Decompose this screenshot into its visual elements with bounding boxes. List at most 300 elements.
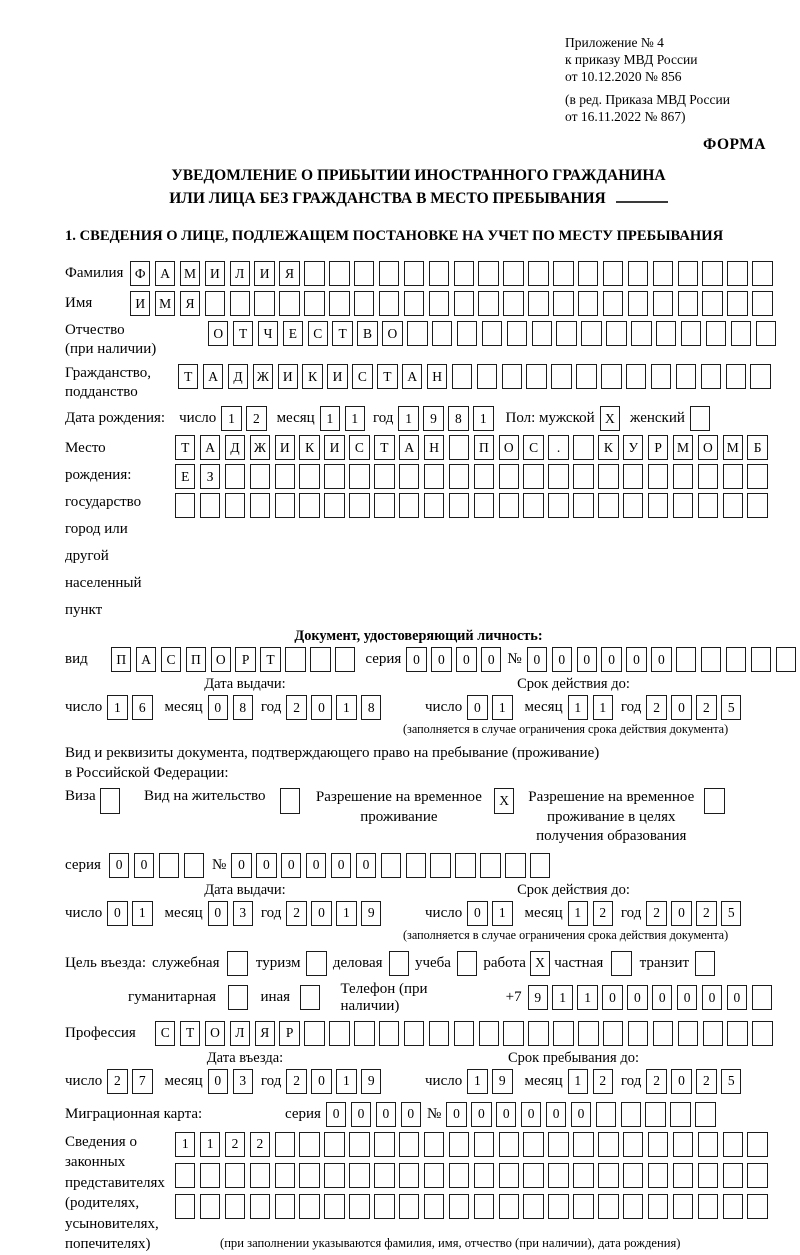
form-cell [631, 321, 651, 346]
stay-day-cells [467, 1069, 512, 1094]
form-cell [455, 853, 475, 878]
form-cell [598, 1194, 618, 1219]
form-cell [505, 853, 525, 878]
permit-valid-year-cells [646, 901, 741, 926]
form-cell [457, 951, 477, 976]
doc-dates-row [65, 695, 772, 720]
form-cell: 2 [225, 1132, 245, 1157]
form-cell: 0 [256, 853, 276, 878]
validity-note: (заполняется в случае ограничения срока действия документа) [403, 722, 729, 736]
form-cell: Л [230, 261, 250, 286]
form-cell [648, 493, 668, 518]
permit-valid-month-cells [568, 901, 613, 926]
form-cell [698, 1132, 718, 1157]
form-cell [349, 464, 369, 489]
form-cell: 1 [107, 695, 127, 720]
form-cell: С [161, 647, 181, 672]
doc-issue-date-label: Дата выдачи: [204, 676, 286, 692]
form-cell [424, 493, 444, 518]
year-label: год [620, 699, 642, 715]
form-cell [752, 291, 772, 316]
representatives-cells-row2 [175, 1163, 768, 1188]
form-cell: 0 [527, 647, 547, 672]
sex-female-checkbox [690, 406, 710, 431]
form-cell: 0 [208, 901, 228, 926]
form-cell [628, 261, 648, 286]
form-cell [454, 1021, 474, 1046]
form-cell [499, 1163, 519, 1188]
form-cell [200, 1163, 220, 1188]
form-cell [310, 647, 330, 672]
form-cell: В [357, 321, 377, 346]
form-cell [275, 493, 295, 518]
form-cell: О [205, 1021, 225, 1046]
doc-number-cells [527, 647, 796, 672]
migration-card-row [65, 1102, 772, 1127]
form-cell [477, 364, 497, 389]
form-cell: Т [180, 1021, 200, 1046]
form-cell: 0 [109, 853, 129, 878]
form-cell: 0 [601, 647, 621, 672]
form-cell [723, 464, 743, 489]
form-cell: 0 [571, 1102, 591, 1127]
year-label: год [260, 1072, 282, 1089]
form-cell [374, 1163, 394, 1188]
form-cell: М [723, 435, 743, 460]
form-cell [578, 291, 598, 316]
representatives-cells-row3 [175, 1194, 768, 1219]
form-cell: П [474, 435, 494, 460]
blank-underline [616, 188, 668, 203]
form-cell [581, 321, 601, 346]
form-cell: Т [233, 321, 253, 346]
form-cell [250, 1194, 270, 1219]
form-cell [329, 261, 349, 286]
form-cell [723, 493, 743, 518]
form-cell [653, 1021, 673, 1046]
purpose-business-label: деловая [332, 954, 383, 971]
form-cell [379, 291, 399, 316]
permit-series-row [65, 853, 772, 878]
form-cell [225, 464, 245, 489]
form-cell: Е [283, 321, 303, 346]
form-cell [285, 647, 305, 672]
form-cell: 0 [376, 1102, 396, 1127]
form-cell: 2 [696, 1069, 716, 1094]
purpose-tourism-label: туризм [255, 954, 301, 971]
day-label: число [65, 699, 103, 715]
form-cell [304, 1021, 324, 1046]
form-cell [676, 647, 696, 672]
form-cell: С [155, 1021, 175, 1046]
form-cell: 0 [406, 647, 426, 672]
form-cell [681, 321, 701, 346]
form-cell [299, 1194, 319, 1219]
form-cell [601, 364, 621, 389]
form-cell [726, 647, 746, 672]
form-cell: 2 [286, 901, 306, 926]
form-cell: С [352, 364, 372, 389]
name-cells [130, 291, 773, 316]
form-cell [324, 1163, 344, 1188]
form-cell [678, 1021, 698, 1046]
form-cell [756, 321, 776, 346]
form-cell [621, 1102, 641, 1127]
citizenship-cells [178, 364, 771, 389]
form-cell [690, 406, 710, 431]
form-cell: 0 [602, 985, 622, 1010]
profession-label: Профессия [65, 1024, 136, 1041]
form-cell: С [349, 435, 369, 460]
form-cell [227, 951, 247, 976]
residence-permit-checkbox [280, 788, 300, 814]
form-cell: 0 [552, 647, 572, 672]
form-cell [553, 261, 573, 286]
form-cell: 1 [492, 695, 512, 720]
form-cell: И [205, 261, 225, 286]
section1-heading: 1. СВЕДЕНИЯ О ЛИЦЕ, ПОДЛЕЖАЩЕМ ПОСТАНОВКЕ НА УЧЕТ ПО МЕСТУ ПРЕБЫВАНИЯ [65, 228, 724, 244]
form-cell: 1 [320, 406, 340, 431]
form-cell: Т [175, 435, 195, 460]
temp-residence-permit-label: Разрешение на временное проживание [315, 789, 482, 825]
form-cell: 9 [423, 406, 443, 431]
patronymic-cells [208, 321, 776, 346]
form-cell: . [548, 435, 568, 460]
form-title-line1: УВЕДОМЛЕНИЕ О ПРИБЫТИИ ИНОСТРАННОГО ГРАЖДАНИНА [171, 167, 666, 184]
doc-valid-month-cells [568, 695, 613, 720]
form-cell [673, 1163, 693, 1188]
form-cell [404, 261, 424, 286]
form-cell: 1 [473, 406, 493, 431]
form-cell [329, 291, 349, 316]
form-cell: А [200, 435, 220, 460]
form-cell [478, 261, 498, 286]
form-cell [673, 1194, 693, 1219]
form-cell [673, 1132, 693, 1157]
form-cell [653, 261, 673, 286]
form-cell: 1 [336, 695, 356, 720]
form-cell [645, 1102, 665, 1127]
form-cell [747, 1194, 767, 1219]
form-cell: 0 [311, 695, 331, 720]
form-cell [324, 1194, 344, 1219]
form-cell: Т [377, 364, 397, 389]
name-label: Имя [65, 295, 93, 311]
form-cell: 0 [231, 853, 251, 878]
form-cell: 0 [471, 1102, 491, 1127]
form-cell: А [155, 261, 175, 286]
form-cell: Н [427, 364, 447, 389]
form-cell: О [382, 321, 402, 346]
form-cell [250, 464, 270, 489]
form-cell: З [200, 464, 220, 489]
form-cell [175, 493, 195, 518]
form-cell [449, 1163, 469, 1188]
form-title [65, 164, 772, 210]
form-cell [379, 1021, 399, 1046]
form-cell [354, 291, 374, 316]
form-cell [523, 1163, 543, 1188]
form-cell [424, 1194, 444, 1219]
form-cell [556, 321, 576, 346]
form-cell [349, 493, 369, 518]
form-cell: А [136, 647, 156, 672]
form-cell [424, 1132, 444, 1157]
form-cell [701, 647, 721, 672]
form-cell [598, 1163, 618, 1188]
form-cell [452, 364, 472, 389]
form-cell [389, 951, 409, 976]
form-cell [349, 1163, 369, 1188]
migration-card-label: Миграционная карта: [65, 1105, 203, 1122]
form-cell [701, 364, 721, 389]
purpose-label: Цель въезда: [65, 954, 146, 971]
birth-year-cells [398, 406, 493, 431]
form-cell: Е [175, 464, 195, 489]
birthplace-cells-row2 [175, 464, 768, 489]
form-cell [429, 291, 449, 316]
form-cell: X [530, 951, 550, 976]
permit-type-row [65, 788, 772, 847]
form-cell: 0 [677, 985, 697, 1010]
form-cell [502, 364, 522, 389]
form-cell: 0 [702, 985, 722, 1010]
form-cell [474, 493, 494, 518]
form-cell: И [327, 364, 347, 389]
form-cell: 2 [250, 1132, 270, 1157]
ref-line: Приложение № 4 [565, 35, 664, 50]
legal-representatives-label: Сведения о законных представителях (родителях, усыновителях, попечителях) [65, 1133, 165, 1252]
form-cell [628, 291, 648, 316]
form-cell: 7 [132, 1069, 152, 1094]
form-cell [299, 1132, 319, 1157]
form-cell: 0 [331, 853, 351, 878]
doc-number-label: № [507, 651, 522, 667]
form-cell: 0 [671, 695, 691, 720]
form-cell: 0 [306, 853, 326, 878]
form-cell [381, 853, 401, 878]
form-cell: Т [260, 647, 280, 672]
ref-edition-line: от 16.11.2022 № 867) [565, 109, 686, 124]
profession-row [65, 1021, 772, 1046]
form-cell [354, 261, 374, 286]
form-cell [205, 291, 225, 316]
purpose-study-label: учеба [414, 954, 451, 971]
form-cell: X [494, 788, 514, 814]
form-cell [526, 364, 546, 389]
form-cell [299, 1163, 319, 1188]
form-cell [479, 1021, 499, 1046]
form-cell: А [402, 364, 422, 389]
form-cell [225, 1194, 245, 1219]
citizenship-row [65, 364, 772, 402]
sex-male-checkbox [600, 406, 620, 431]
form-cell: 0 [311, 901, 331, 926]
temp-residence-edu-label: Разрешение на временное проживание в целях получения образования [528, 789, 695, 844]
form-cell [695, 951, 715, 976]
purpose-row2 [128, 981, 772, 1015]
form-cell [698, 1194, 718, 1219]
form-cell: 0 [134, 853, 154, 878]
form-cell [474, 1194, 494, 1219]
form-cell: 0 [671, 1069, 691, 1094]
form-cell: Я [279, 261, 299, 286]
residence-permit-label: Вид на жительство [144, 788, 266, 804]
form-cell [478, 291, 498, 316]
phone-cells [528, 985, 772, 1010]
form-cell [429, 1021, 449, 1046]
form-cell [300, 985, 320, 1010]
permit-series-label: серия [65, 856, 101, 873]
purpose-humanitarian-label: гуманитарная [128, 989, 217, 1005]
form-cell [507, 321, 527, 346]
form-cell [399, 464, 419, 489]
purpose-work-checkbox [530, 951, 550, 976]
form-cell: 1 [552, 985, 572, 1010]
form-cell [548, 1163, 568, 1188]
form-cell [299, 464, 319, 489]
form-cell: 0 [651, 647, 671, 672]
form-cell: И [254, 261, 274, 286]
migcard-number-cells [446, 1102, 715, 1127]
doc-type-label: вид [65, 651, 88, 667]
doc-valid-until-label: Срок действия до: [517, 676, 630, 692]
form-cell: 0 [467, 901, 487, 926]
form-cell [548, 464, 568, 489]
month-label: месяц [164, 904, 203, 921]
permit-series-cells [109, 853, 204, 878]
form-cell: 0 [208, 1069, 228, 1094]
form-cell: А [399, 435, 419, 460]
form-cell: 0 [446, 1102, 466, 1127]
form-cell: 2 [646, 1069, 666, 1094]
form-cell: 1 [568, 901, 588, 926]
form-cell [573, 1132, 593, 1157]
purpose-work-label: работа [483, 954, 526, 971]
phone-label: Телефон (при наличии) [340, 980, 428, 1014]
form-cell [374, 1132, 394, 1157]
form-cell [532, 321, 552, 346]
form-cell [349, 1132, 369, 1157]
form-cell [598, 1132, 618, 1157]
purpose-transit-label: транзит [639, 954, 690, 971]
purpose-private-label: частная [554, 954, 604, 971]
entry-month-cells [208, 1069, 253, 1094]
form-cell: 1 [568, 1069, 588, 1094]
form-cell [706, 321, 726, 346]
year-label: год [372, 410, 394, 426]
form-cell: 2 [286, 1069, 306, 1094]
purpose-business-checkbox [389, 951, 409, 976]
form-cell: 2 [107, 1069, 127, 1094]
form-cell [499, 1194, 519, 1219]
form-cell: 2 [593, 901, 613, 926]
form-cell: 9 [492, 1069, 512, 1094]
form-cell [676, 364, 696, 389]
form-cell: 9 [361, 1069, 381, 1094]
form-cell [175, 1194, 195, 1219]
form-cell [449, 1132, 469, 1157]
month-label: месяц [164, 1072, 203, 1089]
form-cell [454, 261, 474, 286]
form-cell [457, 321, 477, 346]
doc-dates-header [65, 676, 772, 693]
form-cell [548, 493, 568, 518]
month-label: месяц [524, 904, 563, 921]
form-cell [623, 493, 643, 518]
form-cell: 1 [593, 695, 613, 720]
form-cell: 1 [175, 1132, 195, 1157]
ref-edition-line: (в ред. Приказа МВД России [565, 92, 730, 107]
form-cell [499, 464, 519, 489]
month-label: месяц [164, 699, 203, 715]
form-cell [523, 1132, 543, 1157]
form-cell [449, 493, 469, 518]
form-cell [225, 1163, 245, 1188]
form-cell: Т [374, 435, 394, 460]
form-cell: И [324, 435, 344, 460]
form-cell: 1 [467, 1069, 487, 1094]
permit-valid-day-cells [467, 901, 512, 926]
doc-valid-day-cells [467, 695, 512, 720]
form-cell [449, 1194, 469, 1219]
stay-until-label: Срок пребывания до: [508, 1049, 639, 1066]
entry-year-cells [286, 1069, 381, 1094]
form-cell [653, 291, 673, 316]
form-cell [306, 951, 326, 976]
purpose-other-label: иная [260, 989, 291, 1005]
form-cell: Б [747, 435, 767, 460]
form-cell: 0 [627, 985, 647, 1010]
form-cell [184, 853, 204, 878]
form-cell [670, 1102, 690, 1127]
form-cell [159, 853, 179, 878]
stay-year-cells [646, 1069, 741, 1094]
permit-dates-header [65, 882, 772, 899]
birthdate-label: Дата рождения: [65, 410, 166, 426]
form-cell: М [180, 261, 200, 286]
form-cell [528, 291, 548, 316]
purpose-humanitarian-checkbox [228, 985, 248, 1010]
form-cell [573, 493, 593, 518]
form-cell [503, 261, 523, 286]
form-cell: К [299, 435, 319, 460]
form-cell [747, 493, 767, 518]
form-cell [399, 493, 419, 518]
form-cell: 0 [521, 1102, 541, 1127]
form-cell: К [598, 435, 618, 460]
form-cell: 9 [361, 901, 381, 926]
form-cell [651, 364, 671, 389]
form-cell [275, 464, 295, 489]
form-cell [528, 261, 548, 286]
doc-type-cells [111, 647, 355, 672]
birthplace-label: Место рождения: государство город или другой населенный пункт [65, 440, 142, 618]
day-label: число [179, 410, 217, 426]
day-label: число [425, 699, 463, 715]
patronymic-label: Отчество (при наличии) [65, 322, 157, 357]
form-cell [523, 1194, 543, 1219]
form-cell [523, 493, 543, 518]
form-cell [499, 1132, 519, 1157]
form-cell: 1 [221, 406, 241, 431]
form-cell [598, 464, 618, 489]
form-cell [573, 1163, 593, 1188]
form-cell [530, 853, 550, 878]
form-cell [329, 1021, 349, 1046]
form-cell [548, 1132, 568, 1157]
form-cell [578, 261, 598, 286]
